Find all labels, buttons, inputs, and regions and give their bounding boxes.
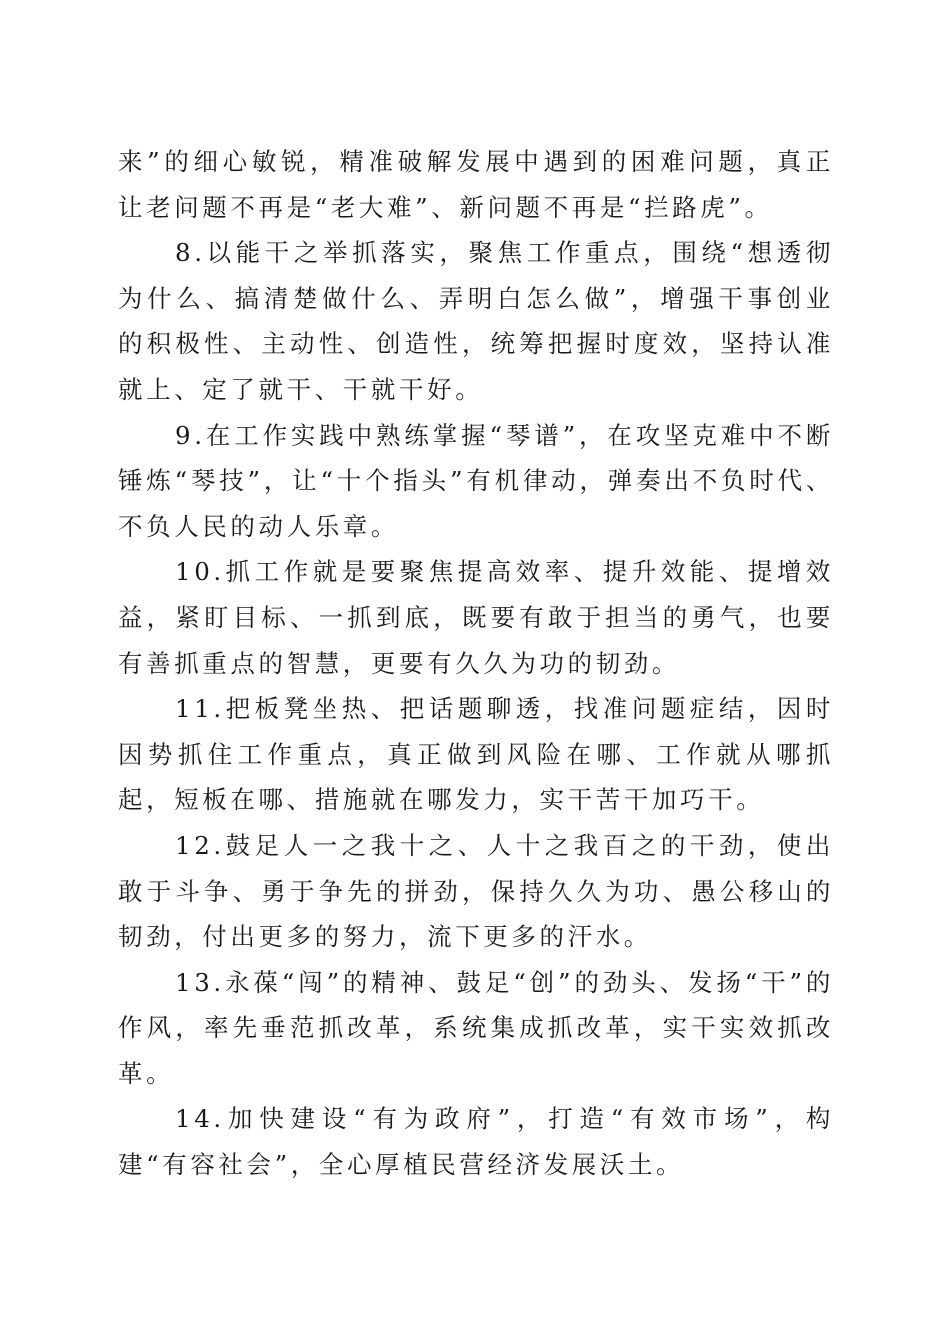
paragraph-item-10: 10.抓工作就是要聚焦提高效率、提升效能、提增效益，紧盯目标、一抓到底，既要有敢于担当的勇气，也要有善抓重点的智慧，更要有久久为功的韧劲。: [118, 557, 834, 678]
paragraph-item-9: 9.在工作实践中熟练掌握“琴谱”，在攻坚克难中不断锤炼“琴技”，让“十个指头”有机律动，弹奏出不负时代、不负人民的动人乐章。: [118, 420, 834, 541]
paragraph-item-14: 14.加快建设“有为政府”，打造“有效市场”，构建“有容社会”，全心厚植民营经济发展沃土。: [118, 1104, 834, 1180]
paragraph-item-8: 8.以能干之举抓落实，聚焦工作重点，围绕“想透彻为什么、搞清楚做什么、弄明白怎么做”，增强干事创业的积极性、主动性、创造性，统筹把握时度效，坚持认准就上、定了就干、干就干好。: [118, 238, 834, 404]
document-body: [118, 139, 834, 1188]
paragraph-item-13: 13.永葆“闯”的精神、鼓足“创”的劲头、发扬“干”的作风，率先垂范抓改革，系统集成抓改革，实干实效抓改革。: [118, 967, 834, 1088]
paragraph-continued: 来”的细心敏锐，精准破解发展中遇到的困难问题，真正让老问题不再是“老大难”、新问题不再是“拦路虎”。: [118, 147, 834, 222]
paragraph-item-12: 12.鼓足人一之我十之、人十之我百之的干劲，使出敢于斗争、勇于争先的拼劲，保持久久为功、愚公移山的韧劲，付出更多的努力，流下更多的汗水。: [118, 830, 834, 952]
paragraph-item-11: 11.把板凳坐热、把话题聊透，找准问题症结，因时因势抓住工作重点，真正做到风险在哪、工作就从哪抓起，短板在哪、措施就在哪发力，实干苦干加巧干。: [118, 694, 834, 815]
